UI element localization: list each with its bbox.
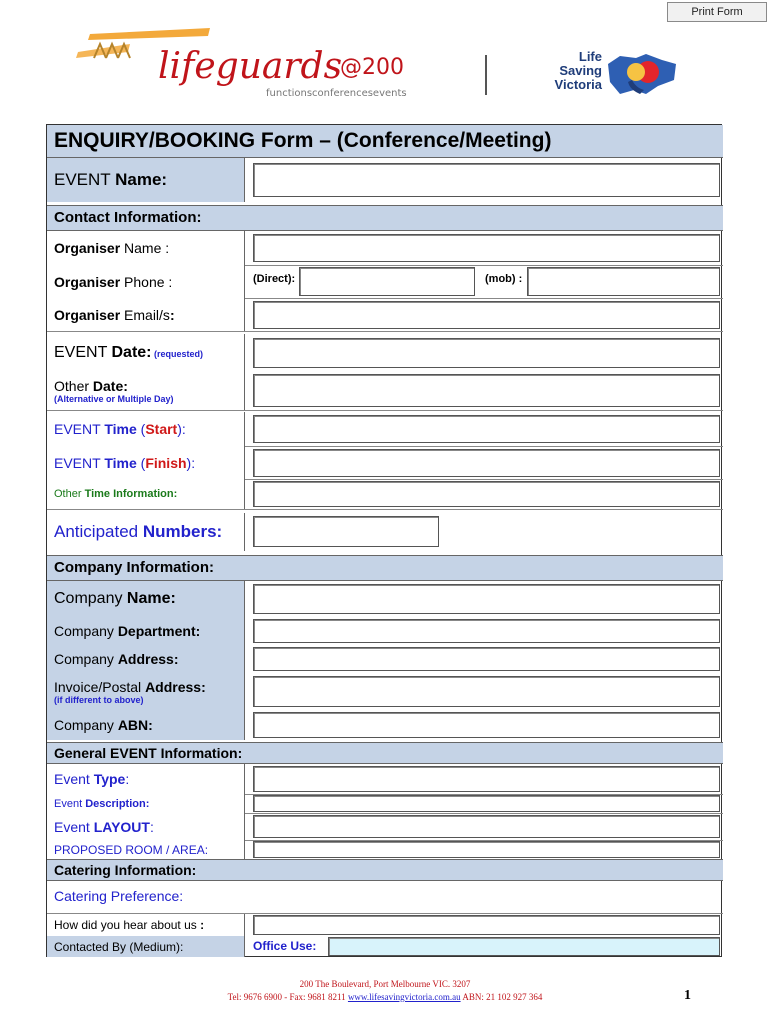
enquiry-booking-form: [46, 124, 722, 957]
company-abn-field[interactable]: [253, 712, 720, 738]
hear-about-label: How did you hear about us :: [47, 914, 245, 936]
proposed-room-field[interactable]: [253, 841, 720, 858]
time-finish-label: EVENT Time (Finish):: [47, 446, 245, 479]
divider: [47, 509, 723, 510]
event-layout-field[interactable]: [253, 815, 720, 838]
logo-number: @200: [340, 55, 404, 80]
lsv-line-3: Victoria: [554, 77, 602, 92]
event-name-label: EVENT Name:: [47, 158, 245, 202]
organiser-email-field[interactable]: [253, 301, 720, 329]
invoice-address-label: Invoice/Postal Address: (if different to above): [47, 673, 245, 710]
event-name-field[interactable]: [253, 163, 720, 197]
logo-roof-shape: [88, 28, 210, 40]
organiser-email-label: Organiser Email/s:: [47, 298, 245, 331]
numbers-row: [47, 513, 723, 551]
general-header: General EVENT Information:: [47, 742, 723, 764]
organiser-name-field[interactable]: [253, 234, 720, 262]
logo-divider: [485, 55, 487, 95]
time-start-label: EVENT Time (Start):: [47, 412, 245, 446]
divider: [47, 331, 723, 332]
life-saving-victoria-logo: [540, 50, 680, 100]
form-title-band: [47, 125, 723, 158]
event-description-field[interactable]: [253, 795, 720, 812]
page-number: 1: [684, 988, 691, 1003]
proposed-room-row: [47, 840, 723, 859]
event-layout-label: Event LAYOUT:: [47, 813, 245, 840]
event-date-field[interactable]: [253, 338, 720, 368]
company-dept-field[interactable]: [253, 619, 720, 643]
office-use-label: Office Use:: [253, 939, 317, 953]
form-title: ENQUIRY/BOOKING Form – (Conference/Meeting): [54, 129, 552, 152]
footer-contact: Tel: 9676 6900 - Fax: 9681 8211 www.lifesavingvictoria.com.au ABN: 21 102 927 364: [227, 992, 543, 1002]
numbers-field[interactable]: [253, 516, 439, 547]
catering-header: Catering Information:: [47, 859, 723, 881]
time-finish-row: [47, 446, 723, 479]
company-address-field[interactable]: [253, 647, 720, 671]
event-description-label: Event Description:: [47, 794, 245, 813]
time-finish-field[interactable]: [253, 449, 720, 477]
mob-label: (mob) :: [485, 273, 523, 285]
print-form-button[interactable]: Print Form: [667, 2, 767, 22]
direct-label: (Direct):: [253, 273, 296, 285]
website-link[interactable]: www.lifesavingvictoria.com.au: [347, 992, 461, 1002]
other-date-label: Other Date: (Alternative or Multiple Day): [47, 371, 245, 410]
footer: [0, 978, 770, 1004]
company-abn-row: [47, 710, 723, 740]
contacted-by-label: Contacted By (Medium):: [47, 936, 245, 957]
company-dept-label: Company Department:: [47, 617, 245, 645]
company-address-row: [47, 645, 723, 673]
event-type-label: Event Type:: [47, 764, 245, 794]
lifeguards-logo: [70, 22, 440, 108]
company-abn-label: Company ABN:: [47, 710, 245, 740]
footer-address: 200 The Boulevard, Port Melbourne VIC. 3207: [299, 979, 471, 989]
event-layout-row: [47, 813, 723, 840]
organiser-name-row: [47, 231, 723, 265]
hear-about-field[interactable]: [253, 915, 720, 935]
company-header: Company Information:: [47, 555, 723, 581]
phone-mobile-field[interactable]: [527, 267, 720, 296]
other-time-field[interactable]: [253, 481, 720, 507]
phone-direct-field[interactable]: [299, 267, 475, 296]
other-time-label: Other Time Information:: [47, 479, 245, 509]
organiser-phone-row: [47, 265, 723, 298]
event-type-field[interactable]: [253, 766, 720, 792]
company-name-field[interactable]: [253, 584, 720, 614]
office-use-field[interactable]: [328, 937, 720, 956]
catering-pref-row: [47, 881, 723, 911]
company-name-row: [47, 581, 723, 617]
numbers-label: Anticipated Numbers:: [47, 513, 245, 551]
hear-about-row: [47, 914, 723, 936]
organiser-email-row: [47, 298, 723, 331]
victoria-map-icon: [606, 50, 678, 98]
contact-header: Contact Information:: [47, 205, 723, 231]
company-dept-row: [47, 617, 723, 645]
event-type-row: [47, 764, 723, 794]
lsv-line-2: Saving: [559, 63, 602, 78]
other-time-row: [47, 479, 723, 509]
other-date-field[interactable]: [253, 374, 720, 407]
other-date-row: [47, 371, 723, 410]
event-date-row: [47, 334, 723, 371]
organiser-phone-label: Organiser Phone :: [47, 265, 245, 298]
logo-tagline: functionsconferencesevents: [266, 88, 407, 99]
divider: [47, 410, 723, 411]
catering-pref-label: Catering Preference:: [47, 881, 245, 911]
event-description-row: [47, 794, 723, 813]
lsv-line-1: Life: [578, 49, 602, 64]
invoice-address-field[interactable]: [253, 676, 720, 707]
invoice-address-row: [47, 673, 723, 710]
logo-script: lifeguards: [158, 46, 343, 87]
company-name-label: Company Name:: [47, 581, 245, 617]
proposed-room-label: PROPOSED ROOM / AREA:: [47, 840, 245, 859]
time-start-row: [47, 412, 723, 446]
contacted-by-row: [47, 936, 723, 957]
time-start-field[interactable]: [253, 415, 720, 443]
company-address-label: Company Address:: [47, 645, 245, 673]
organiser-name-label: Organiser Name :: [47, 231, 245, 265]
event-date-label: EVENT Date: (requested): [47, 334, 245, 371]
event-name-row: [47, 158, 723, 202]
